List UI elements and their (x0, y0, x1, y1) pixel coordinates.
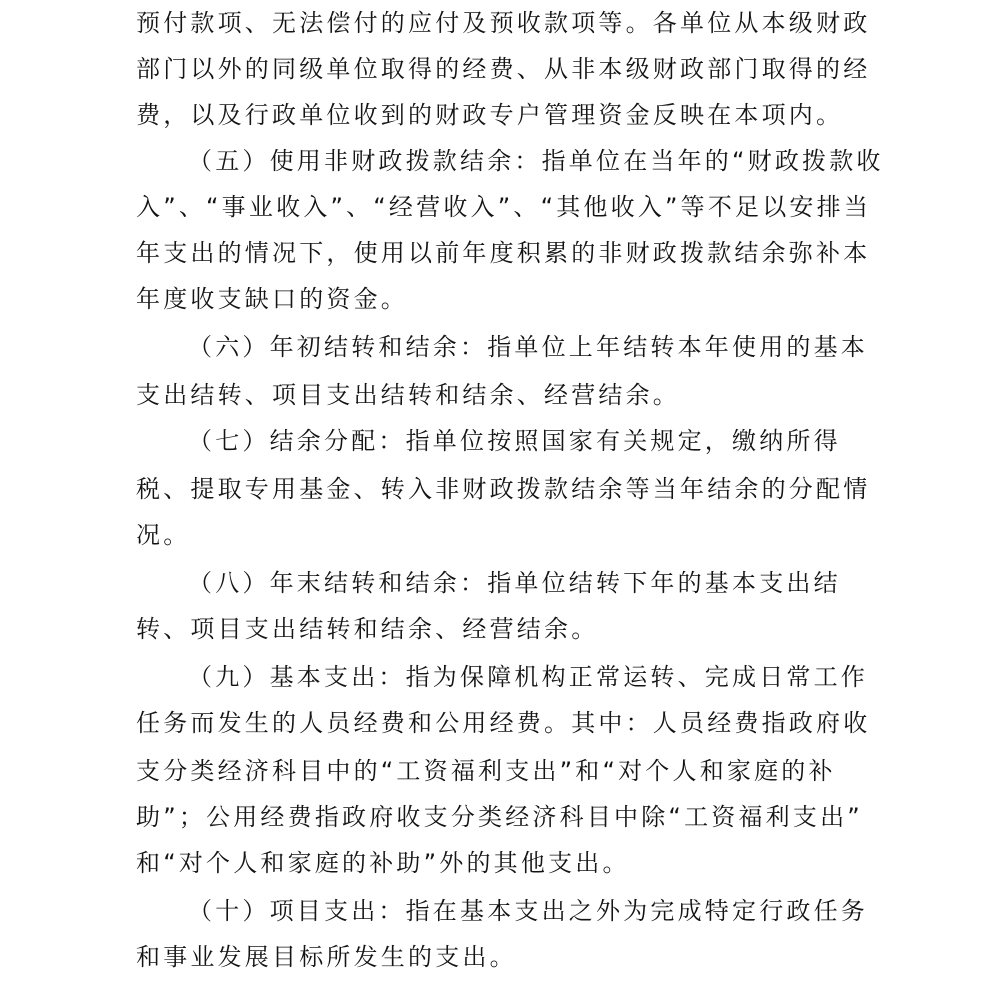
paragraph-start-line: （六）年初结转和结余：指单位上年结转本年使用的基本 (188, 333, 868, 361)
text-line: 助”；公用经费指政府收支分类经济科目中除“工资福利支出” (136, 803, 863, 831)
text-line: 支出结转、项目支出结转和结余、经营结余。 (136, 381, 680, 409)
paragraph-start-line: （五）使用非财政拨款结余：指单位在当年的“财政拨款收 (188, 147, 884, 175)
paragraph-start-line: （十）项目支出：指在基本支出之外为完成特定行政任务 (188, 897, 868, 925)
text-line: 税、提取专用基金、转入非财政拨款结余等当年结余的分配情 (136, 475, 871, 503)
text-line: 和“对个人和家庭的补助”外的其他支出。 (136, 849, 630, 877)
text-line: 任务而发生的人员经费和公用经费。其中：人员经费指政府收 (136, 709, 871, 737)
text-line: 况。 (136, 521, 191, 549)
text-line: 入”、“事业收入”、“经营收入”、“其他收入”等不足以安排当 (136, 193, 872, 221)
text-line: 部门以外的同级单位取得的经费、从非本级财政部门取得的经 (136, 55, 871, 83)
text-line: 支分类经济科目中的“工资福利支出”和“对个人和家庭的补 (136, 757, 836, 785)
text-line: 和事业发展目标所发生的支出。 (136, 943, 517, 971)
text-line: 转、项目支出结转和结余、经营结余。 (136, 615, 599, 643)
text-line: 年度收支缺口的资金。 (136, 285, 408, 313)
paragraph-start-line: （八）年末结转和结余：指单位结转下年的基本支出结 (188, 569, 841, 597)
paragraph-start-line: （七）结余分配：指单位按照国家有关规定，缴纳所得 (188, 427, 841, 455)
text-line: 年支出的情况下，使用以前年度积累的非财政拨款结余弥补本 (136, 239, 871, 267)
text-line: 预付款项、无法偿付的应付及预收款项等。各单位从本级财政 (136, 9, 871, 37)
text-line: 费，以及行政单位收到的财政专户管理资金反映在本项内。 (136, 101, 844, 129)
paragraph-start-line: （九）基本支出：指为保障机构正常运转、完成日常工作 (188, 663, 868, 691)
